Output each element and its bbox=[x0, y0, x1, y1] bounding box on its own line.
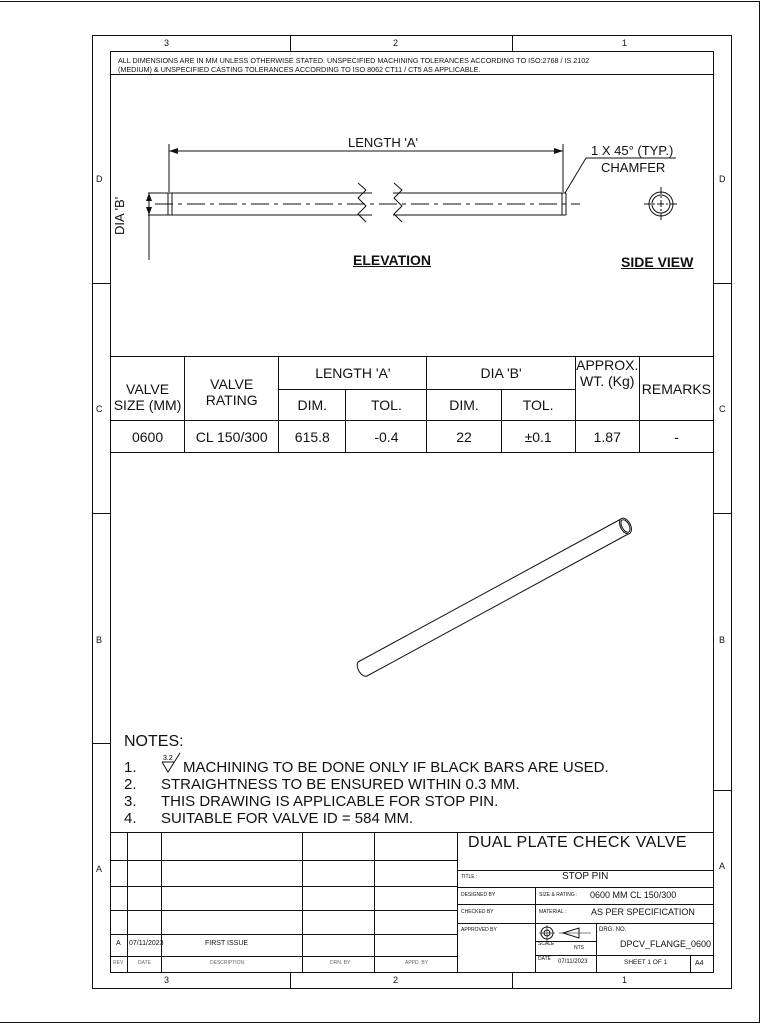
isometric-pin-view bbox=[350, 510, 640, 680]
arrowhead bbox=[169, 148, 178, 154]
zone-label-bottom: 3 bbox=[164, 975, 170, 985]
zone-tick bbox=[92, 513, 110, 514]
page-edge-top bbox=[0, 1, 760, 2]
title-value: STOP PIN bbox=[562, 871, 609, 882]
size-rating-value: 0600 MM CL 150/300 bbox=[590, 890, 677, 900]
zone-label-top: 3 bbox=[164, 38, 170, 48]
pin-iso-edge-top bbox=[358, 519, 621, 662]
cell-remarks: - bbox=[639, 421, 713, 453]
header-dia-b: DIA 'B' bbox=[427, 357, 575, 390]
arrowhead bbox=[554, 148, 563, 154]
zone-label-right: A bbox=[719, 861, 726, 871]
header-dia-dim: DIM. bbox=[427, 390, 501, 421]
header-valve-size-line1: VALVE bbox=[126, 380, 170, 397]
sheet-value: SHEET 1 OF 1 bbox=[624, 959, 668, 966]
cell-length-tol: -0.4 bbox=[346, 421, 427, 453]
zone-tick bbox=[92, 743, 110, 744]
scale-label: SCALE bbox=[538, 941, 555, 947]
description-header: DESCRIPTION bbox=[210, 960, 245, 966]
arrowhead bbox=[146, 193, 152, 201]
zone-label-right: C bbox=[719, 404, 726, 414]
note-number: 2. bbox=[124, 776, 137, 793]
drn-by-header: DRN. BY bbox=[330, 960, 351, 966]
general-note bbox=[118, 56, 589, 74]
zone-tick bbox=[290, 973, 291, 989]
designed-by-label: DESIGNED BY bbox=[461, 892, 496, 898]
zone-label-left: B bbox=[96, 635, 103, 645]
zone-label-right: D bbox=[719, 174, 726, 184]
page-edge-bottom bbox=[0, 1022, 760, 1023]
chamfer-label-1: 1 X 45° (TYP.) bbox=[591, 143, 674, 158]
header-valve-rating-line2: RATING bbox=[205, 391, 258, 408]
sheet-size-value: A4 bbox=[695, 960, 704, 967]
header-weight-line1: APPROX. bbox=[576, 357, 639, 373]
break-line bbox=[394, 183, 402, 222]
scale-value: NTS bbox=[574, 945, 584, 951]
date-header: DATE bbox=[138, 960, 151, 966]
note-number: 1. bbox=[124, 759, 137, 776]
zone-label-left: C bbox=[96, 404, 103, 414]
header-dia-tol: TOL. bbox=[501, 390, 575, 421]
header-remarks: REMARKS bbox=[639, 357, 713, 421]
title-block bbox=[457, 832, 714, 973]
drg-no-value: DPCV_FLANGE_0600 bbox=[620, 939, 712, 949]
elevation-title: ELEVATION bbox=[353, 252, 432, 268]
zone-label-bottom: 2 bbox=[393, 975, 399, 985]
title-label: TITLE : bbox=[461, 874, 478, 880]
zone-label-top: 2 bbox=[393, 38, 399, 48]
zone-tick bbox=[290, 35, 291, 51]
size-rating-label: SIZE & RATING : bbox=[539, 892, 578, 898]
cell-valve-size: 0600 bbox=[111, 421, 185, 453]
note-number: 3. bbox=[124, 793, 137, 810]
note-text: STRAIGHTNESS TO BE ENSURED WITHIN 0.3 MM. bbox=[161, 776, 520, 793]
notes-heading: NOTES: bbox=[124, 733, 184, 750]
length-a-label: LENGTH 'A' bbox=[348, 135, 418, 150]
zone-label-left: A bbox=[96, 864, 103, 874]
revision-block bbox=[110, 832, 458, 973]
zone-label-right: B bbox=[719, 635, 726, 645]
material-value: AS PER SPECIFICATION bbox=[591, 907, 695, 917]
title-grid bbox=[457, 832, 714, 973]
header-valve-rating bbox=[185, 357, 279, 421]
zone-tick bbox=[92, 283, 110, 284]
note-text: SUITABLE FOR VALVE ID = 584 MM. bbox=[161, 810, 414, 827]
general-note-line-1: ALL DIMENSIONS ARE IN MM UNLESS OTHERWISE STATED. UNSPECIFIED MACHINING TOLERANCES ACCORDING TO ISO:2768 / IS 2102 bbox=[118, 56, 590, 65]
cell-length-dim: 615.8 bbox=[279, 421, 346, 453]
material-label: MATERIAL : bbox=[539, 909, 567, 915]
rev-header: REV bbox=[113, 960, 124, 966]
header-length-dim: DIM. bbox=[279, 390, 346, 421]
cell-dia-tol: ±0.1 bbox=[501, 421, 575, 453]
approved-by-label: APPROVED BY bbox=[461, 927, 497, 933]
cell-dia-dim: 22 bbox=[427, 421, 501, 453]
date-value: 07/11/2023 bbox=[558, 959, 588, 965]
note-divider bbox=[110, 74, 714, 75]
header-valve-rating-line1: VALVE bbox=[210, 375, 254, 392]
page-edge-right bbox=[759, 1, 760, 1023]
note-text: THIS DRAWING IS APPLICABLE FOR STOP PIN. bbox=[161, 793, 499, 810]
header-length-tol: TOL. bbox=[346, 390, 427, 421]
note-number: 4. bbox=[124, 810, 137, 827]
projection-symbol-icon bbox=[539, 925, 593, 941]
zone-tick bbox=[512, 973, 513, 989]
main-title: DUAL PLATE CHECK VALVE bbox=[468, 834, 687, 851]
note-text: MACHINING TO BE DONE ONLY IF BLACK BARS ARE USED. bbox=[183, 759, 609, 776]
pin-iso-edge-bottom bbox=[367, 533, 630, 676]
rev-value: A bbox=[116, 940, 121, 947]
drg-no-label: DRG. NO. bbox=[599, 927, 627, 933]
specification-table bbox=[110, 356, 714, 453]
pin-iso-end-face bbox=[617, 516, 634, 536]
revision-grid bbox=[110, 832, 458, 973]
zone-tick bbox=[512, 35, 513, 51]
dia-b-label: DIA 'B' bbox=[112, 196, 127, 235]
checked-by-label: CHECKED BY bbox=[461, 909, 494, 915]
rev-description-value: FIRST ISSUE bbox=[205, 940, 249, 947]
header-length-a: LENGTH 'A' bbox=[279, 357, 427, 390]
zone-tick bbox=[714, 283, 732, 284]
side-view-title: SIDE VIEW bbox=[621, 254, 694, 270]
date-label: DATE bbox=[538, 956, 551, 962]
arrowhead bbox=[146, 207, 152, 215]
zone-label-bottom: 1 bbox=[622, 975, 628, 985]
cell-weight: 1.87 bbox=[575, 421, 639, 453]
table-row bbox=[111, 421, 714, 453]
header-valve-size-line2: SIZE (MM) bbox=[113, 396, 182, 413]
chamfer-leader bbox=[565, 158, 586, 193]
pin-iso-end-left bbox=[357, 662, 367, 676]
zone-tick bbox=[714, 790, 732, 791]
surface-finish-value: 3.2 bbox=[163, 755, 173, 762]
break-line bbox=[358, 183, 366, 222]
chamfer-label-2: CHAMFER bbox=[601, 160, 666, 175]
zone-tick bbox=[714, 513, 732, 514]
zone-label-top: 1 bbox=[622, 38, 628, 48]
header-weight bbox=[575, 357, 639, 421]
cell-valve-rating: CL 150/300 bbox=[185, 421, 279, 453]
zone-label-left: D bbox=[96, 174, 103, 184]
header-valve-size bbox=[111, 357, 185, 421]
rev-date-value: 07/11/2023 bbox=[129, 940, 164, 947]
general-note-line-2: (MEDIUM) & UNSPECIFIED CASTING TOLERANCES ACCORDING TO ISO 8062 CT11 / CT5 AS APPLICABLE. bbox=[118, 65, 481, 74]
header-weight-line2: WT. (Kg) bbox=[580, 373, 635, 389]
appd-by-header: APPD. BY bbox=[405, 960, 429, 966]
